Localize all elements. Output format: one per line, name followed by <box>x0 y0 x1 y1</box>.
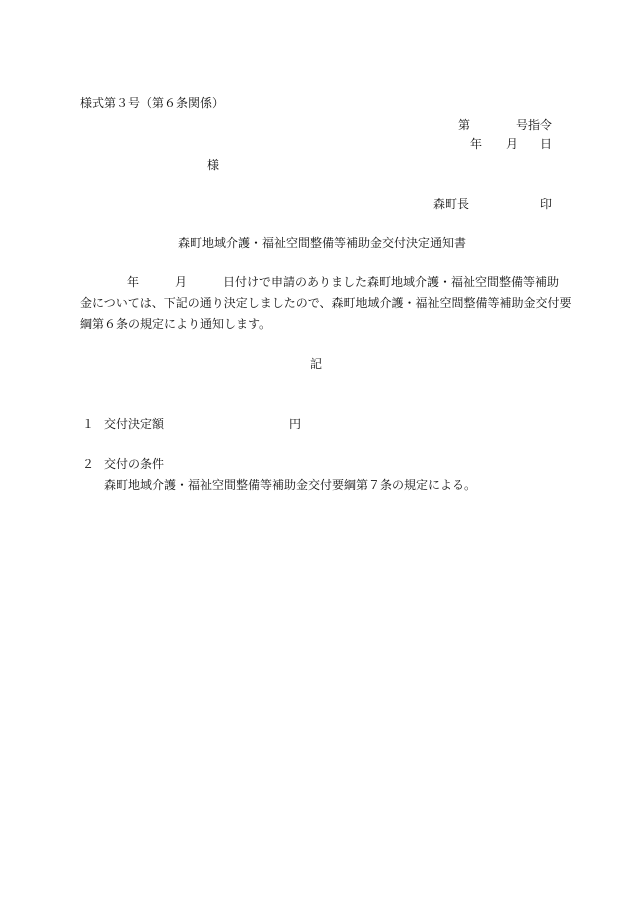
body-year: 年 <box>127 275 140 289</box>
item-1-label: 交付決定額 <box>104 417 165 431</box>
date-month: 月 <box>506 137 519 151</box>
body-month: 月 <box>175 275 188 289</box>
seal-mark: 印 <box>540 197 553 211</box>
document-title: 森町地域介護・福祉空間整備等補助金交付決定通知書 <box>178 236 467 250</box>
date-year: 年 <box>470 137 483 151</box>
issuer-name: 森町長 <box>433 197 470 211</box>
doc-number-suffix: 号指令 <box>516 118 553 132</box>
item-1-unit: 円 <box>289 417 302 431</box>
item-2-number: ２ <box>82 457 95 471</box>
body-line-1: 日付けで申請のありました森町地域介護・福祉空間整備等補助 <box>223 275 560 289</box>
item-2-label: 交付の条件 <box>104 457 165 471</box>
recipient-suffix: 様 <box>207 158 220 172</box>
ki-heading: 記 <box>310 357 323 371</box>
item-1-number: １ <box>82 417 95 431</box>
doc-number-prefix: 第 <box>458 118 471 132</box>
form-number: 様式第３号（第６条関係） <box>80 96 225 110</box>
date-day: 日 <box>540 137 553 151</box>
item-2-detail: 森町地域介護・福祉空間整備等補助金交付要綱第７条の規定による。 <box>104 478 477 492</box>
body-line-3: 綱第６条の規定により通知します。 <box>80 317 272 331</box>
body-line-2: 金については、下記の通り決定しましたので、森町地域介護・福祉空間整備等補助金交付要 <box>80 296 572 310</box>
